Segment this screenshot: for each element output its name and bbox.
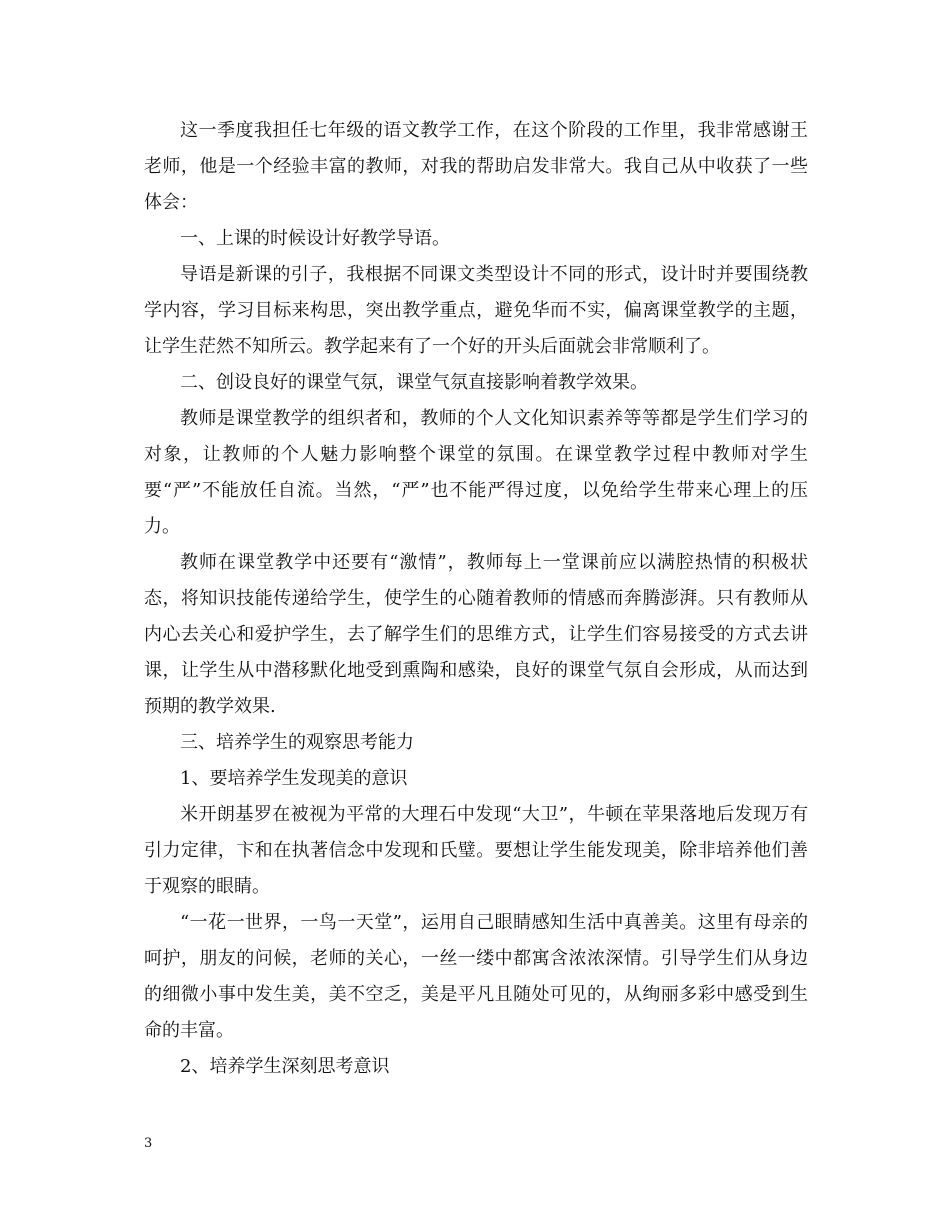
document-body (144, 113, 808, 1085)
subheading-3-2: 2、培养学生深刻思考意识 (180, 1056, 390, 1077)
heading-section-3: 三、培养学生的观察思考能力 (180, 732, 414, 753)
paragraph-section-2a: 教师是课堂教学的组织者和，教师的个人文化知识素养等等都是学生们学习的对象，让教师的个人魅力影响整个课堂的氛围。在课堂教学过程中教师对学生要“严”不能放任自流。当然，“严”也不能严得过度，以免给学生带来心理上的压力。 (144, 408, 808, 537)
heading-section-1: 一、上课的时候设计好教学导语。 (180, 228, 450, 249)
subheading-3-1: 1、要培养学生发现美的意识 (180, 768, 408, 789)
page-number: 3 (144, 1136, 153, 1151)
paragraph-section-3a: 米开朗基罗在被视为平常的大理石中发现“大卫”，牛顿在苹果落地后发现万有引力定律，卞和在执著信念中发现和氏璧。要想让学生能发现美，除非培养他们善于观察的眼睛。 (144, 804, 808, 897)
paragraph-section-1: 导语是新课的引子，我根据不同课文类型设计不同的形式，设计时并要围绕教学内容，学习目标来构思，突出教学重点，避免华而不实，偏离课堂教学的主题，让学生茫然不知所云。教学起来有了一个好的开头后面就会非常顺利了。 (144, 264, 808, 357)
paragraph-intro: 这一季度我担任七年级的语文教学工作，在这个阶段的工作里，我非常感谢王老师，他是一个经验丰富的教师，对我的帮助启发非常大。我自己从中收获了一些体会： (144, 120, 808, 213)
paragraph-section-2b: 教师在课堂教学中还要有“激情”，教师每上一堂课前应以满腔热情的积极状态，将知识技能传递给学生，使学生的心随着教师的情感而奔腾澎湃。只有教师从内心去关心和爱护学生，去了解学生们的思维方式，让学生们容易接受的方式去讲课，让学生从中潜移默化地受到熏陶和感染，良好的课堂气氛自会形成，从而达到预期的教学效果. (144, 552, 808, 717)
paragraph-section-3b: “一花一世界，一鸟一天堂”，运用自己眼睛感知生活中真善美。这里有母亲的呵护，朋友的问候，老师的关心，一丝一缕中都寓含浓浓深情。引导学生们从身边的细微小事中发生美，美不空乏，美是平凡且随处可见的，从绚丽多彩中感受到生命的丰富。 (144, 912, 808, 1041)
heading-section-2: 二、创设良好的课堂气氛，课堂气氛直接影响着教学效果。 (180, 372, 648, 393)
